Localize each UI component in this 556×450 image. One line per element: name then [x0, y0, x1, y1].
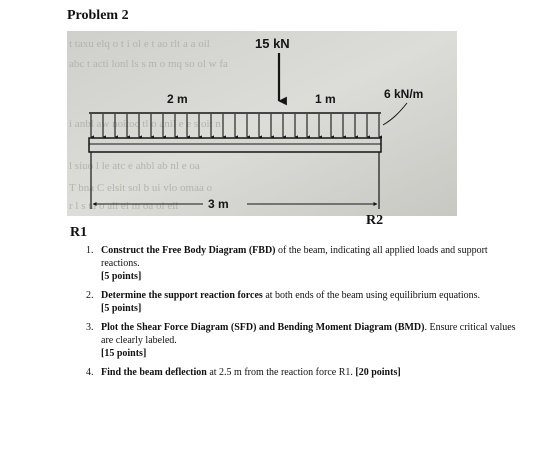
bleed-through-texture: [69, 38, 228, 212]
question-points: [15 points]: [101, 348, 147, 359]
beam-diagram: [67, 31, 457, 216]
problem-title: Problem 2: [67, 8, 129, 23]
udl-label: 6 kN/m: [384, 87, 424, 101]
question-list: [86, 244, 526, 385]
reaction-r1-label: R1: [70, 225, 88, 240]
question-item: [86, 289, 526, 315]
question-text: at both ends of the beam using equilibrium equations.: [262, 290, 480, 301]
question-number: 3.: [86, 322, 94, 333]
question-number: 4.: [86, 367, 94, 378]
svg-text:t taxu elq o t i ol e t: t taxu elq o t i ol e t ao rlt a a oil: [69, 38, 210, 50]
svg-text:l siuo l le atc e ahbl a: l siuo l le atc e ahbl ab nl e oa: [69, 160, 200, 172]
question-bold-text: Plot the Shear Force Diagram (SFD) and Bending Moment Diagram (BMD): [101, 322, 425, 333]
distance-left-label: 2 m: [167, 92, 188, 106]
svg-text:r l s ta o ali ei m oa: r l s ta o ali ei m oa ol eil: [69, 200, 179, 212]
question-bold-text: Determine the support reaction forces: [101, 290, 263, 301]
question-points: [5 points]: [101, 303, 142, 314]
point-load-label: 15 kN: [255, 36, 290, 51]
question-bold-text: Construct the Free Body Diagram (FBD): [101, 245, 276, 256]
question-item: [86, 244, 526, 283]
svg-text:T bna C elsit sol b ui v: T bna C elsit sol b ui vlo omaa o: [69, 182, 213, 194]
beam-diagram-photo: [67, 31, 457, 216]
question-points: [5 points]: [101, 271, 142, 282]
beam: [89, 138, 381, 152]
question-item: [86, 321, 526, 360]
question-text: of the beam, indicating all applied loads and support reactions.: [101, 245, 488, 269]
question-text: at 2.5 m from the reaction force R1.: [206, 367, 356, 378]
question-number: 2.: [86, 290, 94, 301]
distance-right-label: 1 m: [315, 92, 336, 106]
question-item: [86, 366, 526, 379]
question-bold-text: Find the beam deflection: [101, 367, 207, 378]
svg-text:abc t acti lonl ls s m o m: abc t acti lonl ls s m o mq so ol w fa: [69, 58, 228, 70]
question-points: [20 points]: [355, 367, 401, 378]
span-label: 3 m: [208, 197, 229, 211]
svg-text:i anbl aw noitoc tl o anil e: i anbl aw noitoc tl o anil e e s oit n: [69, 118, 221, 130]
reaction-r2-label: R2: [366, 213, 384, 228]
question-text: . Ensure critical values are clearly labeled.: [101, 322, 516, 346]
question-number: 1.: [86, 245, 94, 256]
